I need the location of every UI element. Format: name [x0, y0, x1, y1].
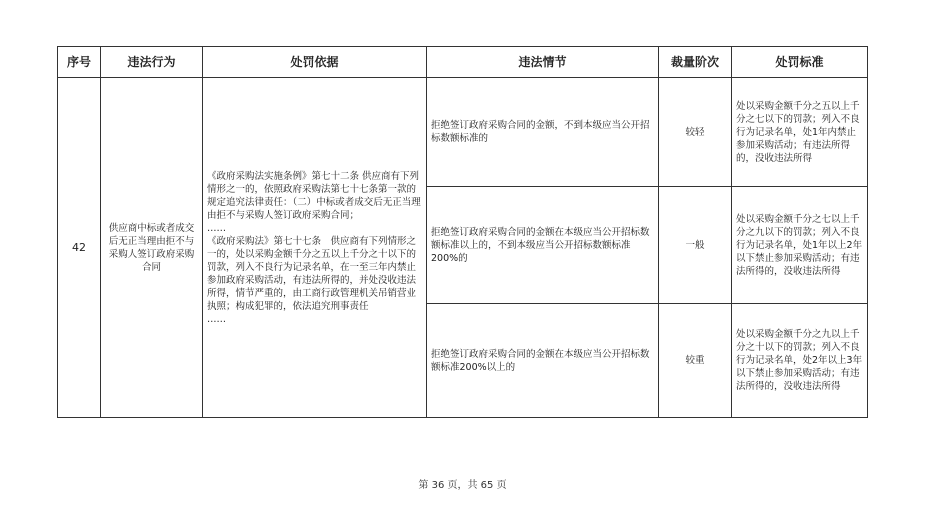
- table-header-row: [58, 47, 868, 78]
- header-act: 违法行为: [101, 47, 203, 78]
- violation-act: 供应商中标或者成交后无正当理由拒不与采购人签订政府采购合同: [101, 78, 203, 418]
- standard-general: 处以采购金额千分之七以上千分之九以下的罚款；列入不良行为记录名单，处1年以上2年以下禁止参加采购活动；有违法所得的，没收违法所得: [732, 187, 868, 304]
- circumstance-minor: 拒绝签订政府采购合同的金额，不到本级应当公开招标数额标准的: [427, 78, 659, 187]
- standard-serious: 处以采购金额千分之九以上千分之十以下的罚款；列入不良行为记录名单，处2年以上3年以下禁止参加采购活动；有违法所得的，没收违法所得: [732, 304, 868, 418]
- header-level: 裁量阶次: [659, 47, 732, 78]
- header-no: 序号: [58, 47, 101, 78]
- penalty-basis: [203, 78, 427, 418]
- circumstance-general: 拒绝签订政府采购合同的金额在本级应当公开招标数额标准以上的，不到本级应当公开招标数额标准200%的: [427, 187, 659, 304]
- table-row: [58, 78, 868, 187]
- penalty-table: [57, 46, 868, 418]
- header-standard: 处罚标准: [732, 47, 868, 78]
- level-serious: 较重: [659, 304, 732, 418]
- header-circumstance: 违法情节: [427, 47, 659, 78]
- entry-number: 42: [58, 78, 101, 418]
- level-minor: 较轻: [659, 78, 732, 187]
- basis-ellipsis: ……: [207, 313, 226, 325]
- basis-regulation-article: 《政府采购法实施条例》第七十二条 供应商有下列情形之一的，依照政府采购法第七十七条第一款的规定追究法律责任：（二）中标或者成交后无正当理由拒不与采购人签订政府采购合同；: [207, 170, 421, 221]
- level-general: 一般: [659, 187, 732, 304]
- page-number-footer: 第 36 页，共 65 页: [418, 480, 507, 491]
- basis-law-article: 《政府采购法》第七十七条 供应商有下列情形之一的，处以采购金额千分之五以上千分之十以下的罚款，列入不良行为记录名单，在一至三年内禁止参加政府采购活动，有违法所得的，并处没收违法所得，情节严重的，由工商行政管理机关吊销营业执照；构成犯罪的，依法追究刑事责任: [207, 235, 417, 312]
- header-basis: 处罚依据: [203, 47, 427, 78]
- basis-ellipsis: ……: [207, 222, 226, 234]
- circumstance-serious: 拒绝签订政府采购合同的金额在本级应当公开招标数额标准200%以上的: [427, 304, 659, 418]
- standard-minor: 处以采购金额千分之五以上千分之七以下的罚款；列入不良行为记录名单，处1年内禁止参加采购活动；有违法所得的，没收违法所得: [732, 78, 868, 187]
